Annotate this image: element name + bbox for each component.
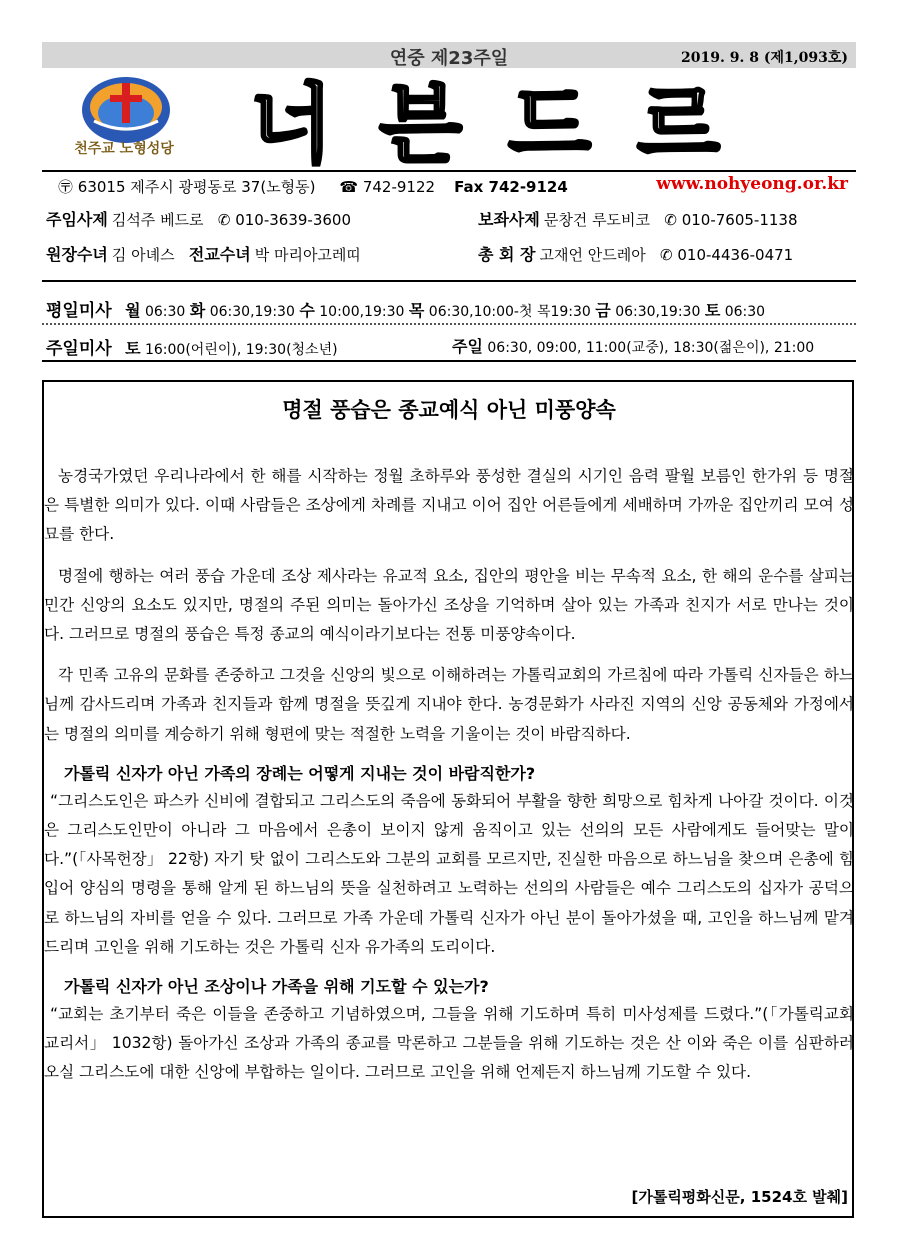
superior-name: 김 아녜스 xyxy=(111,246,175,264)
article-headline: 명절 풍습은 종교예식 아닌 미풍양속 xyxy=(282,398,616,422)
newsletter-title xyxy=(250,72,720,175)
mass-times: 16:00(어린이), 19:30(청소년) xyxy=(144,342,338,358)
mass-day: 토 xyxy=(704,301,721,320)
title-char: 르 xyxy=(636,75,720,175)
phone-icon: ☎ xyxy=(339,178,359,196)
phone-icon: ✆ xyxy=(217,211,231,229)
mass-times: 06:30,10:00-첫 목19:30 xyxy=(428,304,591,320)
title-char: 너 xyxy=(250,75,334,175)
address: 63015 제주시 광평동로 37(노형동) xyxy=(77,178,316,196)
article-body xyxy=(44,462,854,1100)
mass-times: 06:30, 09:00, 11:00(교중), 18:30(젊은이), 21:00 xyxy=(487,340,815,356)
phone-icon: ✆ xyxy=(660,246,673,264)
sisters-info xyxy=(46,242,361,265)
mass-day: 월 xyxy=(125,301,141,320)
article-source: [가톨릭평화신문, 1524호 발췌] xyxy=(631,1188,848,1206)
divider xyxy=(42,170,856,172)
pastor-name: 김석주 베드로 xyxy=(111,211,204,229)
website-link[interactable]: www.nohyeong.or.kr xyxy=(656,174,848,194)
assistant-label: 보좌사제 xyxy=(478,210,540,229)
title-char: 드 xyxy=(507,75,592,175)
mass-times: 06:30 xyxy=(144,304,186,320)
dotted-divider xyxy=(42,323,856,325)
answer-paragraph: “그리스도인은 파스카 신비에 결합되고 그리스도의 죽음에 동화되어 부활을 향한 희망으로 힘차게 나아갈 것이다. 이것은 그리스도인만이 아니라 그 마음에서 은총이 보이지 않게 움직이고 있는 선의의 모든 사람에게도 들어맞는 말이다.”(「사목헌장」 22항) 자기 탓 없이 그리스도와 그분의 교회를 모르지만, 진실한 마음으로 하느님을 찾으며 은총에 힘입어 양심의 명령을 통해 알게 된 하느님의 뜻을 실천하려고 노력하는 선의의 사람들은 예수 그리스도의 십자가 공덕으로 하느님의 자비를 얻을 수 있다. 그러므로 가족 가운데 가톨릭 신자가 아닌 분이 돌아가셨을 때, 고인을 하느님께 맡겨 드리며 고인을 위해 기도하는 것은 가톨릭 신자 유가족의 도리이다. xyxy=(44,791,854,956)
sunday-mass-label: 주일미사 xyxy=(46,339,112,359)
answer-paragraph: “교회는 초기부터 죽은 이들을 존중하고 기념하였으며, 그들을 위해 기도하며 특히 미사성제를 드렸다.”(「가톨릭교회 교리서」 1032항) 돌아가신 조상과 가족의 종교를 막론하고 그분들을 위해 기도하는 것은 산 이와 죽은 이를 심판하러 오실 그리스도에 대한 신앙에 부합하는 일이다. 그러므로 고인을 위해 언제든지 하느님께 기도할 수 있다. xyxy=(44,1005,854,1082)
catechist-label: 전교수녀 xyxy=(188,245,251,264)
mass-times: 10:00,19:30 xyxy=(319,304,405,320)
mass-times: 06:30,19:30 xyxy=(615,304,701,320)
divider xyxy=(42,360,856,362)
pastor-info xyxy=(46,207,351,230)
paragraph: 농경국가였던 우리나라에서 한 해를 시작하는 정월 초하루와 풍성한 결실의 시기인 음력 팔월 보름인 한가위 등 명절은 특별한 의미가 있다. 이때 사람들은 조상에게 차례를 지내고 이어 집안 어른들에게 세배하며 가까운 집안끼리 모여 성묘를 한다. xyxy=(44,467,854,544)
mass-day: 목 xyxy=(408,301,425,320)
divider xyxy=(42,280,856,282)
mass-times: 06:30 xyxy=(724,304,766,320)
phone-icon: ✆ xyxy=(664,211,677,229)
council-info xyxy=(478,242,793,265)
mass-day: 주일 xyxy=(452,337,483,356)
title-char: 븐 xyxy=(378,75,463,175)
parish-name: 천주교 노형성당 xyxy=(74,141,174,157)
contact-line xyxy=(58,176,848,197)
catechist-name: 박 마리아고레띠 xyxy=(254,246,361,264)
weekday-mass xyxy=(46,296,765,321)
sunday-mass xyxy=(46,334,338,359)
fax: Fax 742-9124 xyxy=(454,178,568,196)
question-heading: 가톨릭 신자가 아닌 가족의 장례는 어떻게 지내는 것이 바람직한가? xyxy=(64,763,536,783)
liturgical-week: 연중 제23주일 xyxy=(389,48,509,69)
council-label: 총 회 장 xyxy=(478,245,536,264)
assistant-phone: 010-7605-1138 xyxy=(681,211,798,229)
mass-day: 화 xyxy=(189,301,206,320)
weekday-mass-label: 평일미사 xyxy=(46,301,112,321)
phone: 742-9122 xyxy=(362,178,436,196)
assistant-name: 문창건 루도비코 xyxy=(543,211,651,229)
assistant-info xyxy=(478,207,798,230)
pastor-phone: 010-3639-3600 xyxy=(235,211,352,229)
sunday-mass-times xyxy=(452,334,814,357)
council-name: 고재언 안드레아 xyxy=(539,246,646,264)
mass-times: 06:30,19:30 xyxy=(209,304,295,320)
postal-icon: 〶 xyxy=(58,178,74,196)
mass-day: 금 xyxy=(595,301,611,320)
mass-day: 토 xyxy=(125,339,141,358)
council-phone: 010-4436-0471 xyxy=(677,246,794,264)
mass-day: 수 xyxy=(299,301,315,320)
paragraph: 명절에 행하는 여러 풍습 가운데 조상 제사라는 유교적 요소, 집안의 평안을 비는 무속적 요소, 한 해의 운수를 살피는 민간 신앙의 요소도 있지만, 명절의 주된 의미는 돌아가신 조상을 기억하며 살아 있는 가족과 친지가 서로 만나는 것이다. 그러므로 명절의 풍습은 특정 종교의 예식이라기보다는 전통 미풍양속이다. xyxy=(44,566,854,644)
question-heading: 가톨릭 신자가 아닌 조상이나 가족을 위해 기도할 수 있는가? xyxy=(64,977,489,997)
issue-date: 2019. 9. 8 (제1,093호) xyxy=(681,50,848,66)
pastor-label: 주임사제 xyxy=(46,210,108,229)
parish-logo-icon xyxy=(80,75,172,145)
paragraph: 각 민족 고유의 문화를 존중하고 그것을 신앙의 빛으로 이해하려는 가톨릭교회의 가르침에 따라 가톨릭 신자들은 하느님께 감사드리며 가족과 친지들과 함께 명절을 뜻깊게 지내야 한다. 농경문화가 사라진 지역의 신앙 공동체와 가정에서는 명절의 의미를 계승하기 위해 형편에 맞는 적절한 노력을 기울이는 것이 바람직하다. xyxy=(44,666,854,743)
superior-label: 원장수녀 xyxy=(46,245,108,264)
